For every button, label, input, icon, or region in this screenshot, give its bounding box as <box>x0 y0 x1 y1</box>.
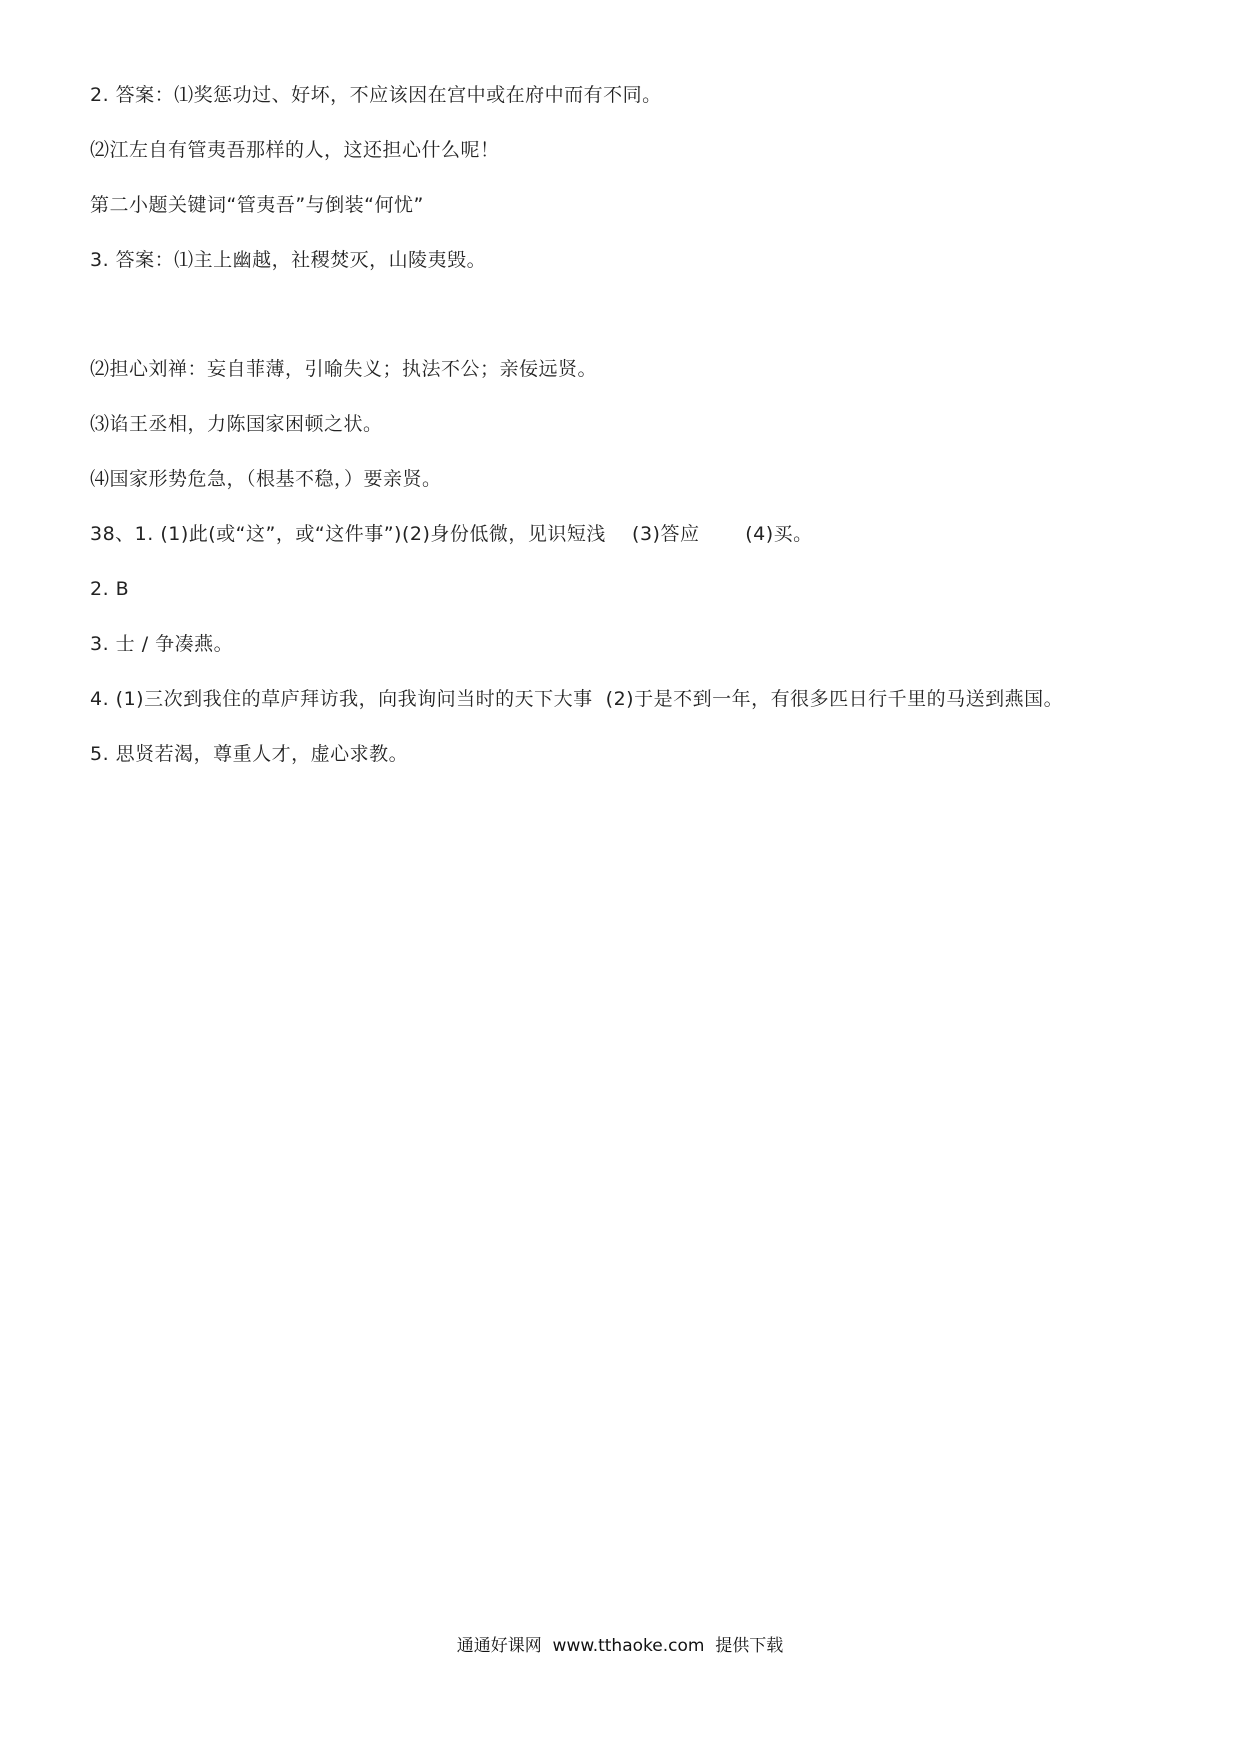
question-38-answer-3: 3. 士 / 争凑燕。 <box>90 633 234 655</box>
page-footer: 通通好课网 www.tthaoke.com 提供下载 <box>456 1636 784 1656</box>
answer-2-part-1: 2. 答案：⑴奖惩功过、好坏，不应该因在宫中或在府中而有不同。 <box>90 84 662 106</box>
answer-3-part-2: ⑵担心刘禅：妄自菲薄，引喻失义；执法不公；亲佞远贤。 <box>90 358 598 380</box>
answer-2-note: 第二小题关键词“管夷吾”与倒装“何忧” <box>90 194 424 216</box>
answer-3-part-4: ⑷国家形势危急，（根基不稳，）要亲贤。 <box>90 468 442 490</box>
question-38-answer-1: 38、1. (1)此(或“这”，或“这件事”)(2)身份低微，见识短浅 (3)答应 (4)买。 <box>90 523 813 545</box>
question-38-answer-2: 2. B <box>90 578 130 600</box>
answer-3-part-3: ⑶谄王丞相，力陈国家困顿之状。 <box>90 413 383 435</box>
question-38-answer-4: 4. (1)三次到我住的草庐拜访我，向我询问当时的天下大事 (2)于是不到一年，有很多匹日行千里的马送到燕国。 <box>90 688 1064 710</box>
answer-3-part-1: 3. 答案：⑴主上幽越，社稷焚灭，山陵夷毁。 <box>90 249 487 271</box>
answer-2-part-2: ⑵江左自有管夷吾那样的人，这还担心什么呢！ <box>90 139 500 161</box>
question-38-answer-5: 5. 思贤若渴，尊重人才，虚心求教。 <box>90 743 409 765</box>
